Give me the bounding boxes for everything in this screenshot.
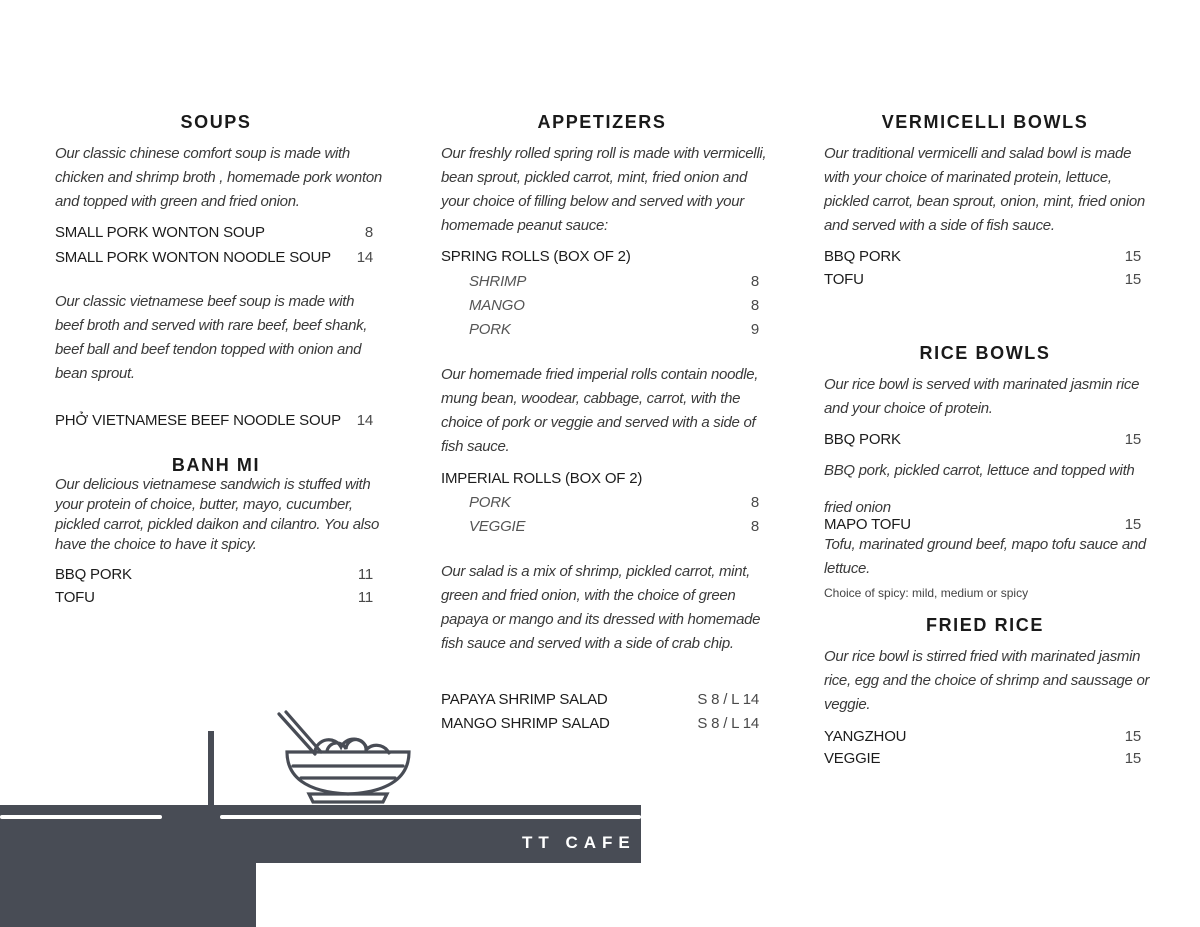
item-name: PORK	[469, 320, 511, 338]
rice-bowls-heading: RICE BOWLS	[919, 343, 1051, 363]
item-name: SMALL PORK WONTON NOODLE SOUP	[55, 248, 331, 266]
menu-item	[55, 586, 373, 608]
item-name: PORK	[469, 493, 511, 511]
menu-subitem	[469, 491, 759, 513]
bbq-pork-description: BBQ pork, pickled carrot, lettuce and topped with fried onion	[824, 462, 1135, 516]
menu-item	[824, 747, 1141, 769]
soups-description: Our classic chinese comfort soup is made with chicken and shrimp broth , homemade pork wonton and topped with green and fried onion.	[55, 145, 382, 210]
soups-heading: SOUPS	[180, 112, 252, 132]
menu-subitem	[469, 318, 759, 340]
item-name: YANGZHOU	[824, 727, 907, 745]
item-name: VEGGIE	[469, 517, 526, 535]
menu-item	[55, 409, 373, 431]
item-name: VEGGIE	[824, 749, 881, 767]
item-price: 15	[1124, 515, 1141, 533]
menu-item	[824, 268, 1141, 290]
item-name: MANGO SHRIMP SALAD	[441, 714, 610, 732]
item-name: PAPAYA SHRIMP SALAD	[441, 690, 608, 708]
menu-item	[824, 725, 1141, 747]
fried-rice-description: Our rice bowl is stirred fried with marinated jasmin rice, egg and the choice of shrimp and saussage or veggie.	[824, 648, 1150, 713]
item-name: BBQ PORK	[824, 247, 901, 265]
menu-subitem	[469, 270, 759, 292]
menu-subitem	[469, 294, 759, 316]
item-price: S 8 / L 14	[697, 690, 759, 708]
item-name: TOFU	[824, 270, 864, 288]
item-price: 15	[1124, 430, 1141, 448]
item-name: TOFU	[55, 588, 95, 606]
item-price: 9	[750, 320, 759, 338]
menu-subitem	[469, 515, 759, 537]
item-price: 11	[357, 588, 373, 606]
item-price: 15	[1124, 270, 1141, 288]
item-name: MANGO	[469, 296, 525, 314]
item-name: BBQ PORK	[55, 565, 132, 583]
menu-item	[55, 246, 373, 268]
counter-leg	[0, 862, 256, 927]
brand-name: TT CAFE	[522, 833, 636, 852]
banh-mi-description: Our delicious vietnamese sandwich is stuffed with your protein of choice, butter, mayo, cucumber, pickled carrot, pickled daikon and cilantro. You also have the choice to have it spicy.	[55, 476, 380, 553]
item-name: IMPERIAL ROLLS (BOX OF 2)	[441, 469, 643, 487]
counter-post	[208, 731, 214, 807]
counter-highlight-right	[220, 815, 641, 819]
item-price: 11	[357, 565, 373, 583]
menu-item	[824, 428, 1141, 450]
vermicelli-heading: VERMICELLI BOWLS	[881, 112, 1089, 132]
menu-item	[824, 245, 1141, 267]
menu-item	[55, 563, 373, 585]
item-price: 8	[750, 517, 759, 535]
menu-group-title	[441, 467, 759, 489]
fried-rice-heading: FRIED RICE	[925, 615, 1044, 635]
menu-group-title	[441, 245, 759, 267]
item-price: 15	[1124, 749, 1141, 767]
item-price: 15	[1124, 247, 1141, 265]
item-name: PHỞ VIETNAMESE BEEF NOODLE SOUP	[55, 411, 341, 429]
rice-bowls-description: Our rice bowl is served with marinated jasmin rice and your choice of protein.	[824, 376, 1140, 417]
item-price: 8	[364, 223, 373, 241]
item-price: S 8 / L 14	[697, 714, 759, 732]
counter-highlight-left	[0, 815, 162, 819]
pho-description: Our classic vietnamese beef soup is made with beef broth and served with rare beef, beef shank, beef ball and beef tendon topped with onion and bean sprout.	[55, 293, 368, 382]
banh-mi-heading: BANH MI	[171, 455, 261, 475]
mapo-tofu-description: Tofu, marinated ground beef, mapo tofu sauce and lettuce.	[824, 536, 1146, 577]
vermicelli-description: Our traditional vermicelli and salad bowl is made with your choice of marinated protein, lettuce, pickled carrot, bean sprout, onion, mint, fried onion and served with a side of fish sauce.	[824, 145, 1145, 234]
salad-description: Our salad is a mix of shrimp, pickled carrot, mint, green and fried onion, with the choice of green papaya or mango and its dressed with homemade fish sauce and served with a side of crab chip.	[441, 563, 761, 652]
item-name: MAPO TOFU	[824, 515, 911, 533]
spicy-note: Choice of spicy: mild, medium or spicy	[824, 586, 1029, 600]
menu-item	[824, 513, 1141, 535]
item-price: 15	[1124, 727, 1141, 745]
menu-item	[441, 688, 759, 710]
imperial-roll-description: Our homemade fried imperial rolls contain noodle, mung bean, woodear, cabbage, carrot, with the choice of pork or veggie and served with a side of fish sauce.	[441, 366, 759, 455]
menu-item	[55, 221, 373, 243]
item-price: 8	[750, 272, 759, 290]
item-price: 14	[356, 411, 373, 429]
spring-roll-description: Our freshly rolled spring roll is made with vermicelli, bean sprout, pickled carrot, mint, fried onion and your choice of filling below and served with your homemade peanut sauce:	[441, 145, 767, 234]
item-price: 14	[356, 248, 373, 266]
item-price: 8	[750, 493, 759, 511]
item-name: SPRING ROLLS (BOX OF 2)	[441, 247, 631, 265]
noodle-bowl-icon	[275, 710, 415, 810]
item-name: BBQ PORK	[824, 430, 901, 448]
item-name: SHRIMP	[469, 272, 527, 290]
menu-item	[441, 712, 759, 734]
item-name: SMALL PORK WONTON SOUP	[55, 223, 265, 241]
appetizers-heading: APPETIZERS	[537, 112, 667, 132]
item-price: 8	[750, 296, 759, 314]
